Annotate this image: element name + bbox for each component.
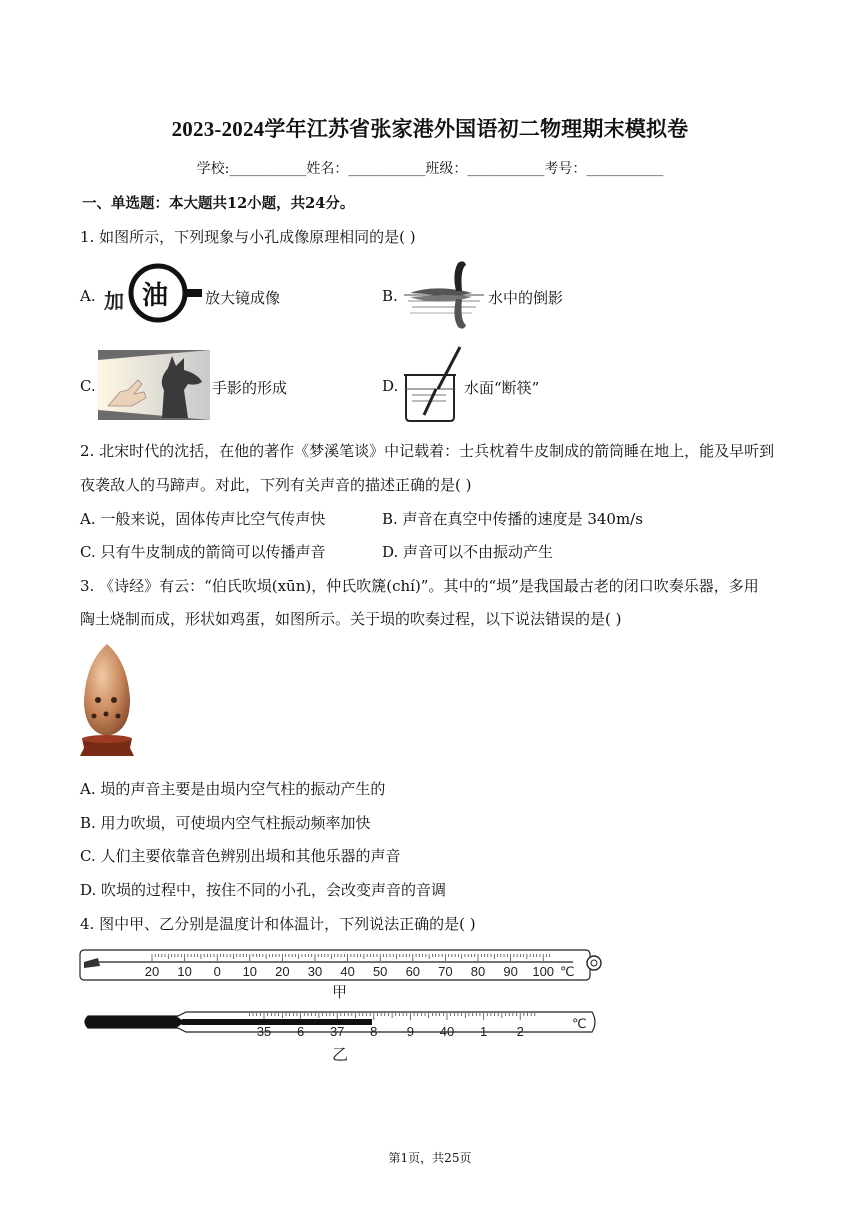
magnifier-text-1: 加: [104, 291, 124, 313]
q1-option-d-caption: 水面“断筷”: [464, 379, 540, 397]
thermometer-yi-label: 37: [329, 1024, 345, 1039]
thermometer-yi-label: 6: [296, 1024, 305, 1039]
thermometer-jia-label: 90: [503, 964, 518, 979]
question-3-line-1: 3. 《诗经》有云：“伯氏吹埙(xūn)，仲氏吹篪(chí)”。其中的“埙”是我国最古老的闭口吹奏乐器，多用: [80, 577, 759, 595]
thermometer-jia-label: 20: [275, 964, 290, 979]
q1-option-c-prefix: C.: [80, 377, 96, 395]
q3-option-a: A. 埙的声音主要是由埙内空气柱的振动产生的: [80, 780, 386, 798]
thermometer-yi: [85, 1012, 595, 1064]
thermometer-yi-label: 8: [370, 1024, 378, 1039]
xun-instrument-image: [78, 642, 136, 758]
thermometer-yi-label: 40: [439, 1024, 455, 1039]
q3-option-c: C. 人们主要依靠音色辨别出埙和其他乐器的声音: [80, 847, 401, 865]
question-1-stem: 1. 如图所示，下列现象与小孔成像原理相同的是( ): [80, 228, 416, 246]
thermometer-jia: [80, 950, 601, 1001]
thermometer-jia-label: 70: [438, 964, 453, 979]
question-2-line-1: 2. 北宋时代的沈括，在他的著作《梦溪笔谈》中记载着：士兵枕着牛皮制成的箭筒睡在地上，能及早听到: [80, 442, 775, 460]
page-title: 2023-2024学年江苏省张家港外国语初二物理期末模拟卷: [171, 117, 689, 141]
thermometers-figure: [78, 942, 608, 1066]
thermometer-jia-label: 40: [340, 964, 355, 979]
q1-option-b-caption: 水中的倒影: [488, 289, 564, 307]
thermometer-jia-label: 100: [532, 964, 555, 979]
q2-option-a: A. 一般来说，固体传声比空气传声快: [80, 510, 326, 528]
q3-option-d: D. 吹埙的过程中，按住不同的小孔，会改变声音的音调: [80, 881, 447, 899]
q1-option-b-prefix: B.: [382, 287, 398, 305]
q1-option-a-caption: 放大镜成像: [205, 289, 281, 307]
q2-option-d: D. 声音可以不由振动产生: [382, 543, 554, 561]
magnifier-text-2: 油: [142, 280, 169, 310]
question-3-line-2: 陶土烧制而成，形状如鸡蛋，如图所示。关于埙的吹奏过程，以下说法错误的是( ): [80, 610, 622, 628]
thermometer-yi-unit: ℃: [572, 1016, 587, 1031]
thermometer-jia-name: 甲: [332, 984, 348, 1001]
section-heading: 一、单选题：本大题共12小题，共24分。: [82, 195, 355, 212]
thermometer-jia-label: 50: [372, 964, 388, 979]
q3-option-b: B. 用力吹埙，可使埙内空气柱振动频率加快: [80, 814, 371, 832]
thermometer-yi-label: 35: [256, 1024, 272, 1039]
q1-option-d-prefix: D.: [382, 377, 399, 395]
thermometer-jia-label: 60: [405, 964, 421, 979]
question-4-stem: 4. 图中甲、乙分别是温度计和体温计，下列说法正确的是( ): [80, 915, 476, 933]
magnifier-image: [100, 262, 204, 324]
thermometer-jia-label: 0: [213, 964, 221, 979]
thermometer-yi-label: 2: [516, 1024, 524, 1039]
reflection-image: [402, 255, 486, 335]
thermometer-jia-label: 20: [144, 964, 160, 979]
question-2-line-2: 夜袭敌人的马蹄声。对此，下列有关声音的描述正确的是( ): [80, 476, 472, 494]
thermometer-yi-label: 9: [406, 1024, 415, 1039]
thermometer-jia-label: 10: [177, 964, 192, 979]
page-footer: 第1页，共25页: [388, 1151, 472, 1165]
chopstick-image: [402, 345, 462, 423]
thermometer-yi-label: 1: [479, 1024, 488, 1039]
q2-option-c: C. 只有牛皮制成的箭筒可以传播声音: [80, 543, 326, 561]
student-info-line: 学校:___________姓名：___________班级：___________考号：___________: [196, 161, 664, 177]
thermometer-jia-label: 30: [307, 964, 323, 979]
q1-option-a-prefix: A.: [80, 287, 96, 305]
q2-option-b: B. 声音在真空中传播的速度是 340m/s: [382, 510, 643, 528]
thermometer-jia-unit: ℃: [560, 964, 575, 979]
hand-shadow-image: [98, 350, 210, 420]
thermometer-jia-label: 10: [242, 964, 258, 979]
thermometer-jia-label: 80: [470, 964, 486, 979]
q1-option-c-caption: 手影的形成: [212, 379, 288, 397]
thermometer-yi-name: 乙: [332, 1047, 349, 1064]
